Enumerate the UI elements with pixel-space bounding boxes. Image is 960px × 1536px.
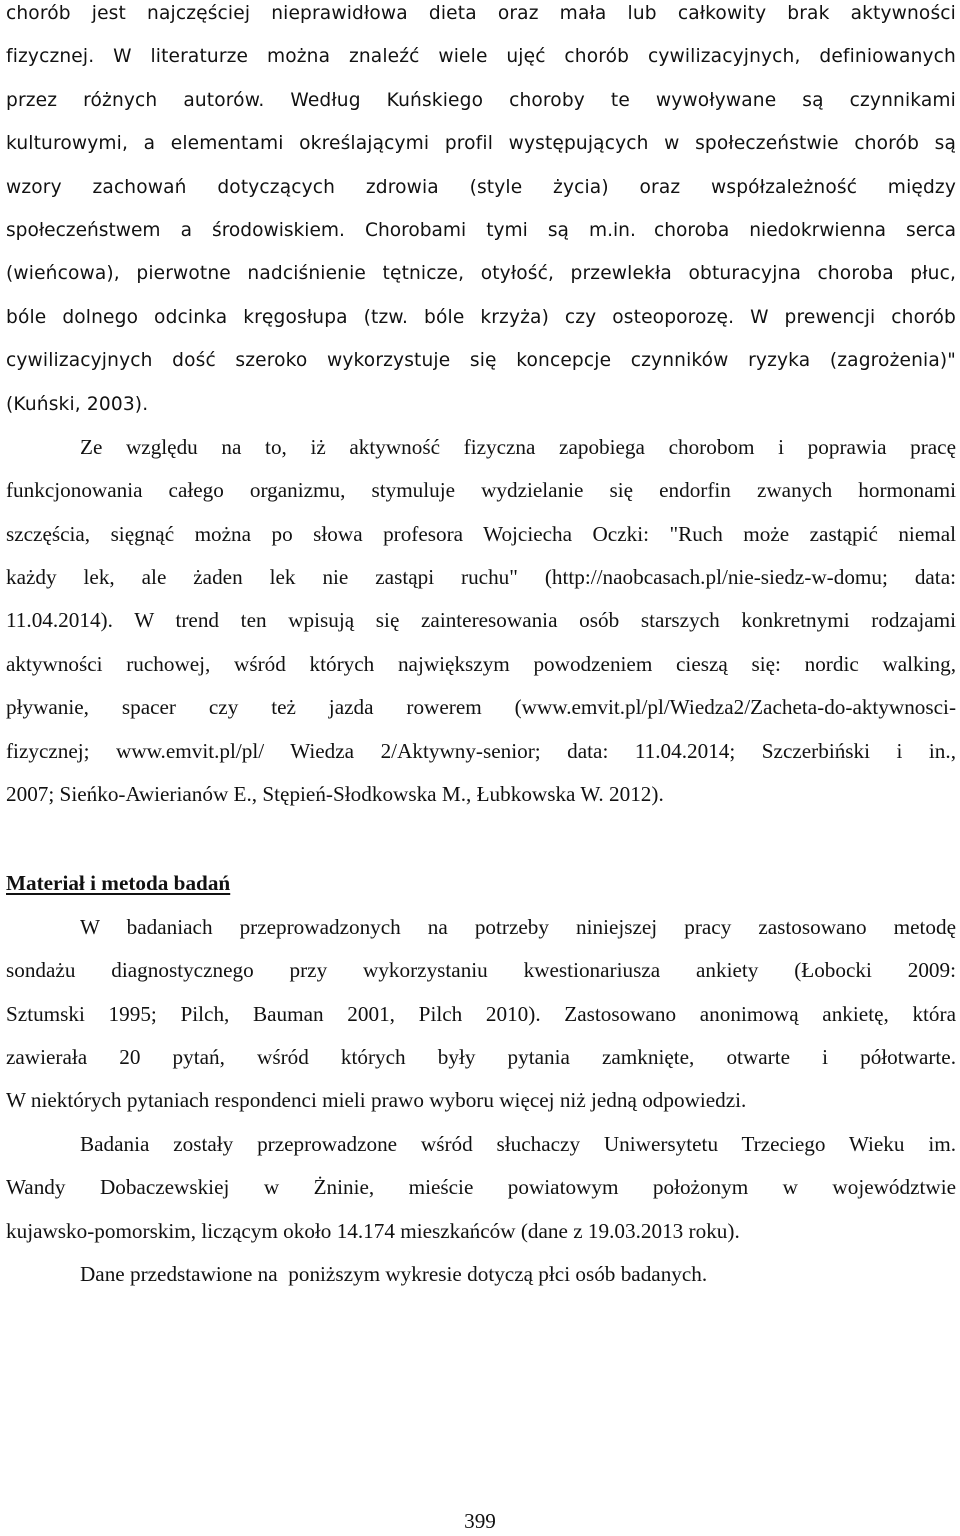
- text-line: (Kuński, 2003).: [6, 393, 149, 415]
- text-line: chorób jest najczęściej nieprawidłowa dieta oraz mała lub całkowity brak aktywności: [6, 3, 956, 24]
- text-line: aktywności ruchowej, wśród których największym powodzeniem cieszą się: nordic walking,: [6, 651, 956, 676]
- paragraph-study-group: [6, 1123, 956, 1253]
- text-line: przez różnych autorów. Według Kuńskiego choroby te wywoływane są czynnikami: [6, 89, 956, 111]
- text-line: [6, 209, 956, 252]
- text-line: każdy lek, ale żaden lek nie zastąpi ruchu" (http://naobcasach.pl/nie-siedz-w-domu; data:: [6, 565, 956, 590]
- text-line: funkcjonowania całego organizmu, stymuluje wydzielanie się endorfin zwanych hormonami: [6, 478, 956, 503]
- text-line: W badaniach przeprowadzonych na potrzeby niniejszej pracy zastosowano metodę: [80, 914, 956, 939]
- section-gap: [6, 816, 956, 860]
- text-line: Ze względu na to, iż aktywność fizyczna zapobiega chorobom i poprawia pracę: [80, 434, 956, 459]
- text-segment: bóle dolnego odcinka kręgosłupa (tzw. bóle krzyża) czy osteoporozę.: [6, 306, 735, 328]
- text-line: fizycznej; www.emvit.pl/pl/ Wiedza 2/Aktywny-senior; data: 11.04.2014; Szczerbiński i in.,: [6, 738, 956, 763]
- paragraph-physical-activity: [6, 426, 956, 817]
- text-line: Wandy Dobaczewskiej w Żninie, mieście powiatowym położonym w województwie: [6, 1175, 956, 1200]
- document-page: [6, 0, 956, 1296]
- text-line: 11.04.2014). W trend ten wpisują się zainteresowania osób starszych konkretnymi rodzajami: [6, 608, 956, 633]
- text-line: W niektórych pytaniach respondenci mieli prawo wyboru więcej niż jedną odpowiedzi.: [6, 1088, 747, 1113]
- text-line: pływanie, spacer czy też jazda rowerem (www.emvit.pl/pl/Wiedza2/Zacheta-do-aktywnosci-: [6, 695, 956, 720]
- text-line: cywilizacyjnych dość szeroko wykorzystuje się koncepcje czynników ryzyka (zagrożenia)": [6, 350, 956, 372]
- text-line: fizycznej. W literaturze można znaleźć wiele ujęć chorób cywilizacyjnych, definiowanych: [6, 46, 956, 68]
- text-line: (wieńcowa), pierwotne nadciśnienie tętnicze, otyłość, przewlekła obturacyjna choroba płuc,: [6, 263, 956, 285]
- text-line: Badania zostały przeprowadzone wśród słuchaczy Uniwersytetu Trzeciego Wieku im.: [80, 1131, 956, 1156]
- text-line: zawierała 20 pytań, wśród których były pytania zamknięte, otwarte i półotwarte.: [6, 1044, 956, 1069]
- text-line: kulturowymi, a elementami określającymi profil występujących w społeczeństwie chorób są: [6, 133, 956, 155]
- text-line: Sztumski 1995; Pilch, Bauman 2001, Pilch 2010). Zastosowano anonimową ankietę, która: [6, 1001, 956, 1026]
- text-line: 2007; Sieńko-Awierianów E., Stępień-Słodkowska M., Łubkowska W. 2012).: [6, 782, 664, 807]
- section-heading: Materiał i metoda badań: [6, 871, 231, 896]
- paragraph-method: [6, 906, 956, 1123]
- text-line: szczęścia, sięgnąć można po słowa profesora Wojciecha Oczki: "Ruch może zastąpić niemal: [6, 521, 956, 546]
- text-segment: choroba niedokrwienna serca: [654, 219, 957, 241]
- text-line: kujawsko-pomorskim, liczącym około 14.174 mieszkańców (dane z 19.03.2013 roku).: [6, 1218, 740, 1243]
- page-number: 399: [464, 1509, 496, 1533]
- text-line: wzory zachowań dotyczących zdrowia (style życia) oraz współzależność między: [6, 176, 956, 198]
- text-line: sondażu diagnostycznego przy wykorzystaniu kwestionariusza ankiety (Łobocki 2009:: [6, 958, 956, 983]
- paragraph-chart-intro: [6, 1253, 956, 1296]
- text-line: Dane przedstawione na poniższym wykresie dotyczą płci osób badanych.: [80, 1261, 708, 1286]
- text-line: [6, 296, 956, 339]
- paragraph-causes-of-civilization-diseases: [6, 0, 956, 426]
- text-segment: społeczeństwem a środowiskiem. Chorobami tymi są m.in.: [6, 219, 636, 241]
- text-segment: W prewencji chorób: [750, 306, 956, 328]
